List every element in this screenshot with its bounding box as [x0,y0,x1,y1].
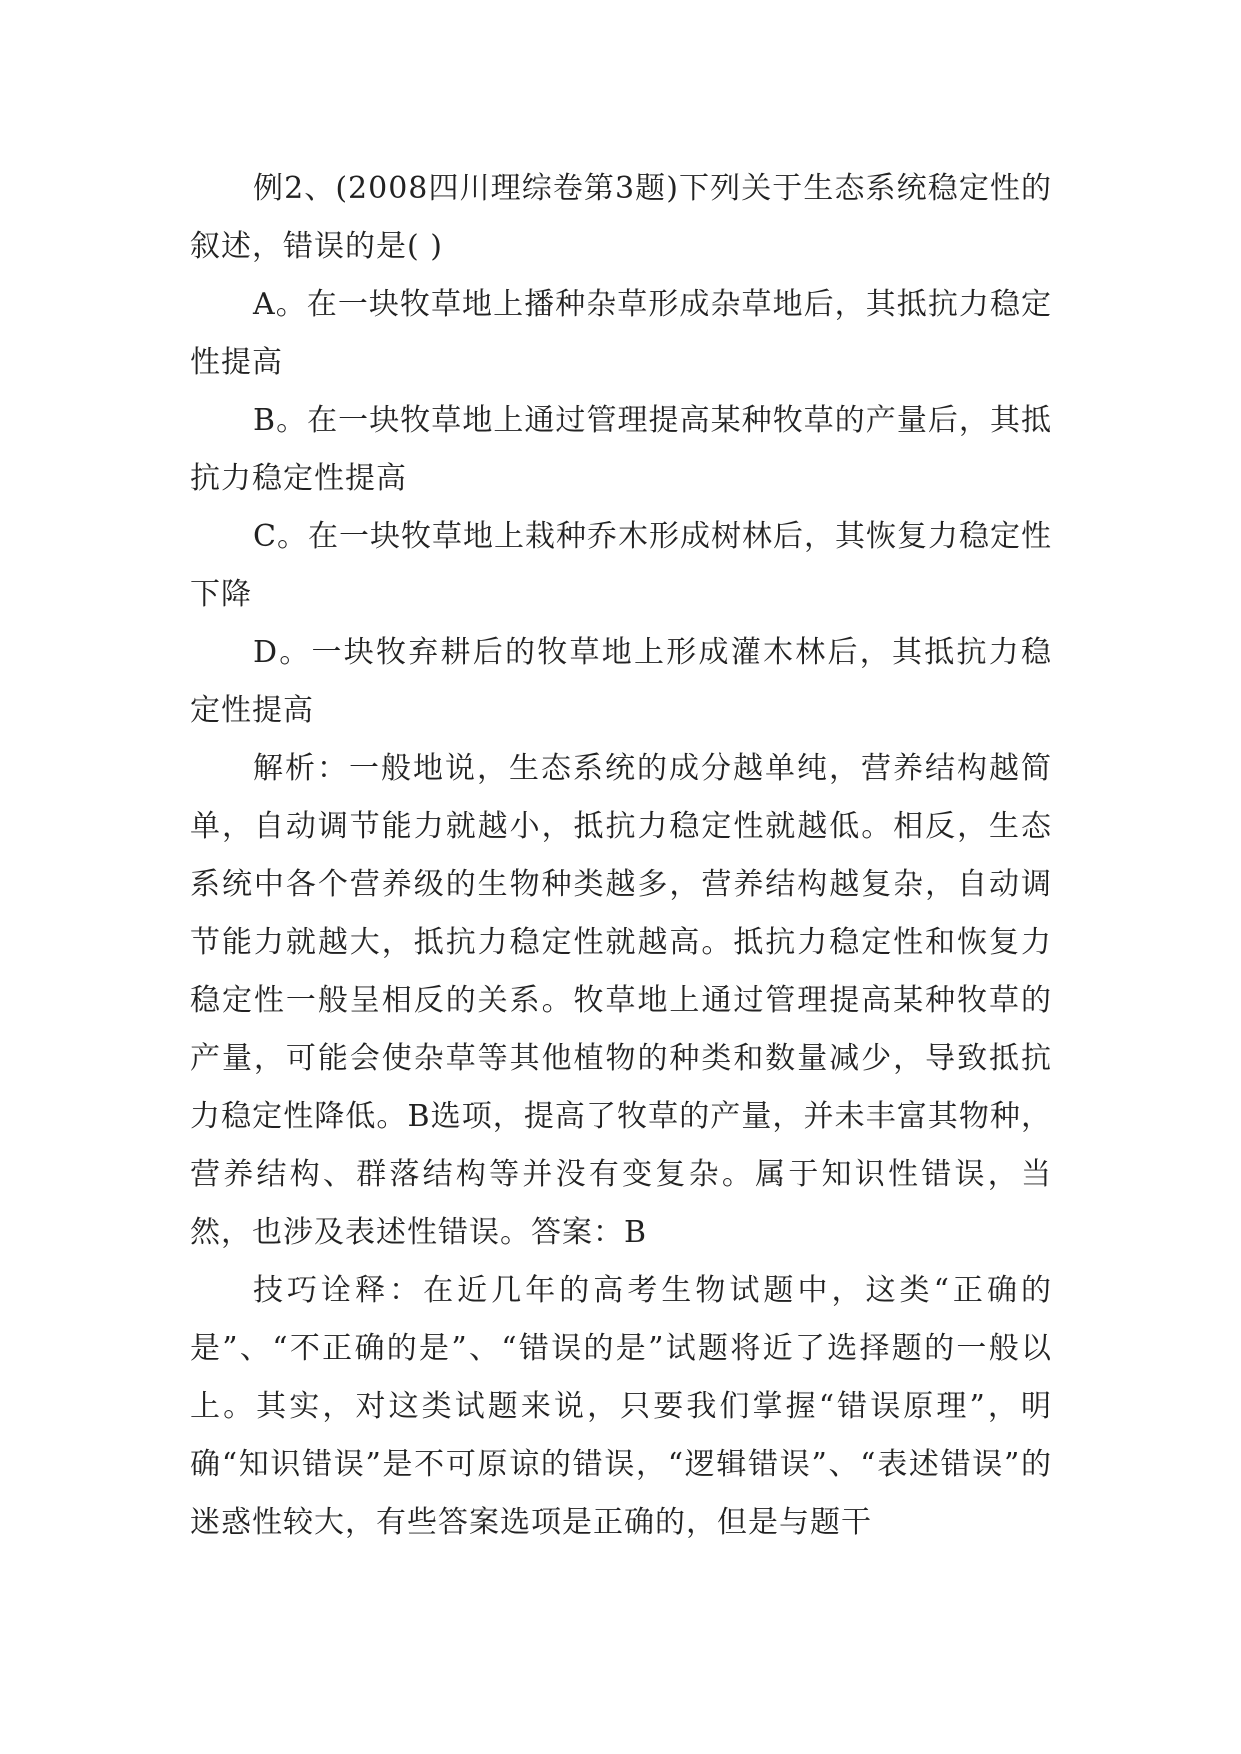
technique-paragraph: 技巧诠释：在近几年的高考生物试题中，这类“正确的是”、“不正确的是”、“错误的是”试题将近了选择题的一般以上。其实，对这类试题来说，只要我们掌握“错误原理”，明确“知识错误”是不可原谅的错误，“逻辑错误”、“表述错误”的迷惑性较大，有些答案选项是正确的，但是与题干 [190,1273,1052,1540]
option-c: C。在一块牧草地上栽种乔木形成树林后，其恢复力稳定性下降 [190,519,1052,612]
option-a: A。在一块牧草地上播种杂草形成杂草地后，其抵抗力稳定性提高 [190,287,1052,380]
question-stem: 例2、(2008四川理综卷第3题)下列关于生态系统稳定性的叙述，错误的是( ) [190,171,1052,264]
option-d: D。一块牧弃耕后的牧草地上形成灌木林后，其抵抗力稳定性提高 [190,635,1052,728]
analysis-paragraph: 解析：一般地说，生态系统的成分越单纯，营养结构越简单，自动调节能力就越小，抵抗力稳定性就越低。相反，生态系统中各个营养级的生物种类越多，营养结构越复杂，自动调节能力就越大，抵抗力稳定性就越高。抵抗力稳定性和恢复力稳定性一般呈相反的关系。牧草地上通过管理提高某种牧草的产量，可能会使杂草等其他植物的种类和数量减少，导致抵抗力稳定性降低。B选项，提高了牧草的产量，并未丰富其物种，营养结构、群落结构等并没有变复杂。属于知识性错误，当然，也涉及表述性错误。答案：B [190,751,1052,1250]
document-body [190,160,1052,1552]
option-b: B。在一块牧草地上通过管理提高某种牧草的产量后，其抵抗力稳定性提高 [190,403,1052,496]
